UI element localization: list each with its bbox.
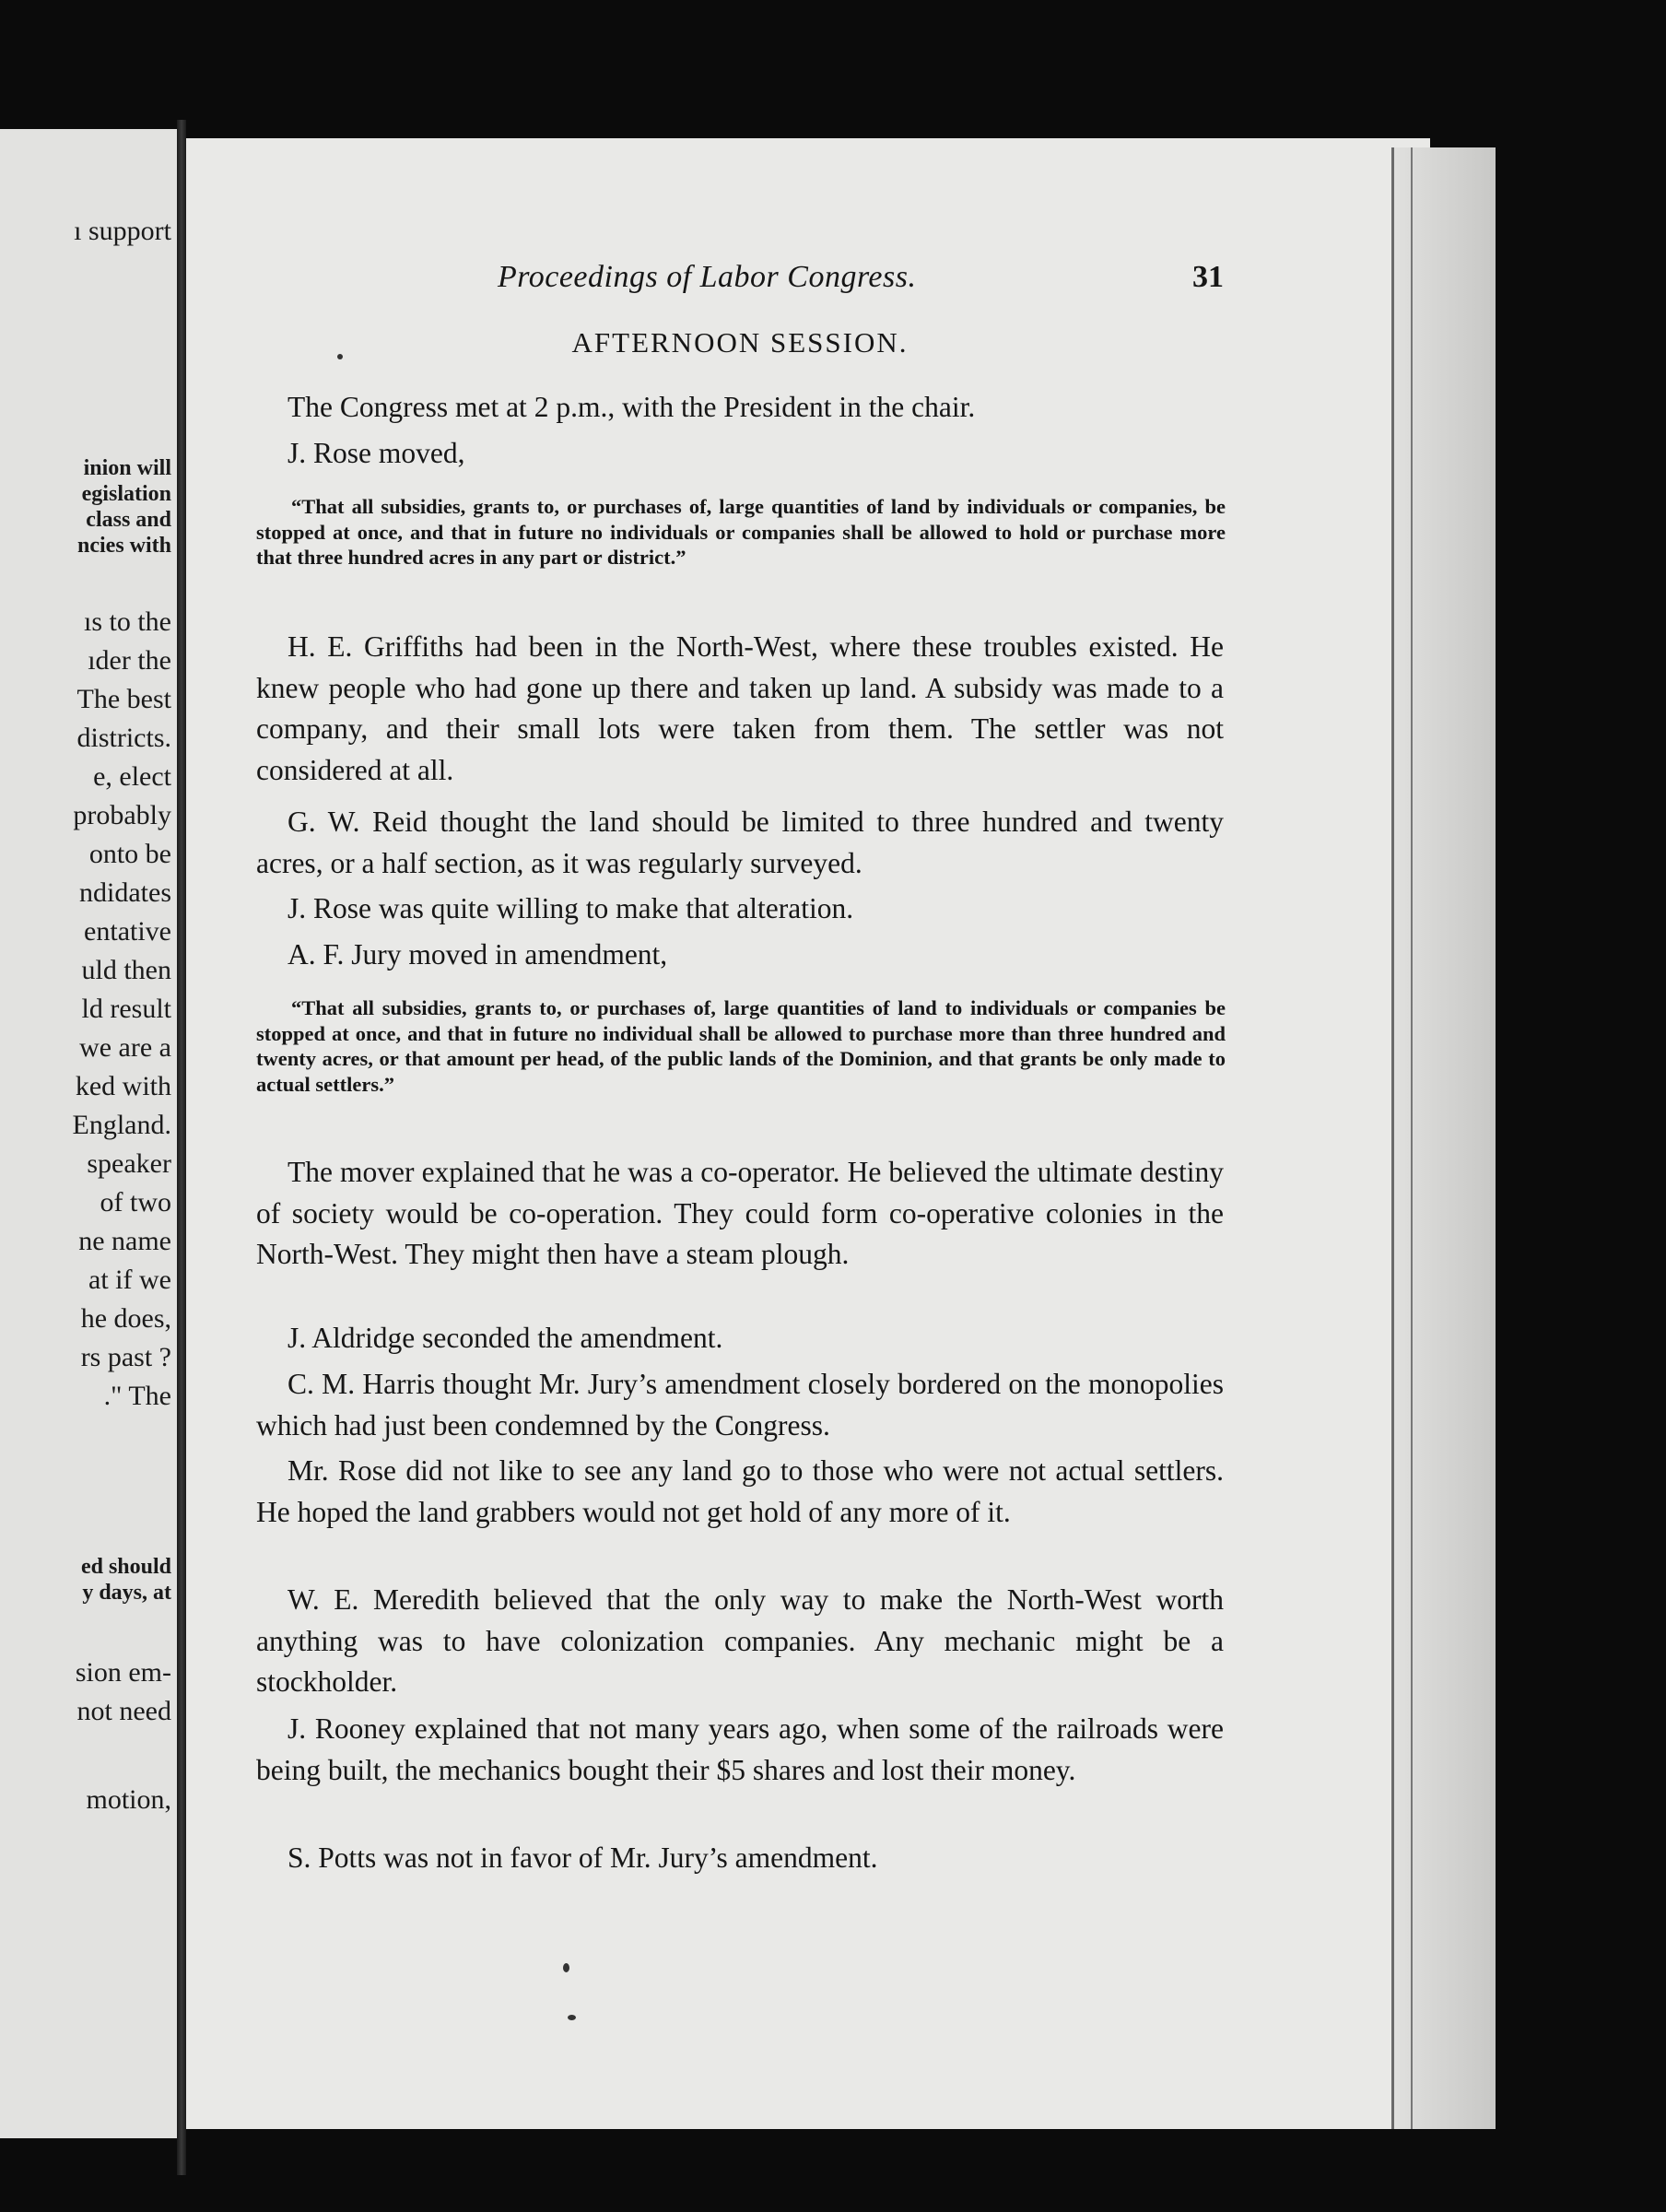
facing-page-line: at if we xyxy=(88,1265,171,1295)
facing-page-line: ld result xyxy=(81,994,171,1024)
facing-page-fragment xyxy=(0,129,177,2138)
page-number: 31 xyxy=(1192,260,1224,294)
section-heading: AFTERNOON SESSION. xyxy=(571,326,909,359)
facing-page-line: egislation xyxy=(81,482,171,506)
paragraph: The mover explained that he was a co-operator. He believed the ultimate destiny of society would be co-operation. They could form co-operative colonies in the North-West. They might then have a steam plough. xyxy=(256,1156,1224,1270)
paragraph: J. Aldridge seconded the amendment. xyxy=(287,1322,723,1354)
facing-page-line: rs past ? xyxy=(80,1342,171,1372)
paragraph: G. W. Reid thought the land should be limited to three hundred and twenty acres, or a half section, as it was regularly surveyed. xyxy=(256,806,1224,879)
facing-page-line: ne name xyxy=(78,1226,171,1256)
facing-page-line: sion em- xyxy=(75,1657,171,1688)
facing-page-line: class and xyxy=(86,508,171,532)
facing-page-line: ed should xyxy=(80,1555,171,1579)
facing-page-line: he does, xyxy=(80,1303,171,1334)
book-gutter xyxy=(177,120,186,2175)
facing-page-line: motion, xyxy=(86,1784,171,1815)
paragraph: W. E. Meredith believed that the only way to make the North-West worth anything was to have colonization companies. Any mechanic might be a stockholder. xyxy=(256,1583,1224,1698)
paragraph: H. E. Griffiths had been in the North-West, where these troubles existed. He knew people who had gone up there and taken up land. A subsidy was made to a company, and their small lots were taken from them. The settler was not considered at all. xyxy=(256,630,1224,786)
facing-page-line: inion will xyxy=(83,456,171,480)
facing-page-line: uld then xyxy=(81,955,171,985)
paragraph: J. Rooney explained that not many years ago, when some of the railroads were being built, the mechanics bought their $5 shares and lost their money. xyxy=(256,1712,1224,1786)
facing-page-line: ı support xyxy=(74,216,171,246)
page-edge-stack xyxy=(1391,147,1496,2129)
facing-page-line: we are a xyxy=(79,1032,171,1063)
facing-page-line: ked with xyxy=(75,1071,171,1101)
facing-page-line: ıs to the xyxy=(84,606,171,637)
facing-page-line: ncies with xyxy=(77,534,171,558)
resolution-quote: “That all subsidies, grants to, or purchases of, large quantities of land by individuals or companies, be stopped at once, and that in future no individuals or companies shall be allowed to hold or purchase more that three hundred acres in any part or district.” xyxy=(256,495,1226,569)
facing-page-line: e, elect xyxy=(93,761,171,792)
facing-page-line: probably xyxy=(73,800,171,830)
ink-spot xyxy=(563,1963,569,1972)
facing-page-line: not need xyxy=(76,1696,171,1726)
facing-page-line: y days, at xyxy=(82,1581,171,1605)
paragraph: The Congress met at 2 p.m., with the President in the chair. xyxy=(287,391,976,423)
paragraph: S. Potts was not in favor of Mr. Jury’s amendment. xyxy=(287,1841,878,1874)
facing-page-line: speaker xyxy=(87,1148,171,1179)
ink-spot xyxy=(568,2015,576,2020)
paragraph: Mr. Rose did not like to see any land go to those who were not actual settlers. He hoped the land grabbers would not get hold of any more of it. xyxy=(256,1454,1224,1528)
facing-page-line: ." The xyxy=(103,1381,171,1411)
facing-page-line: of two xyxy=(100,1187,171,1218)
paragraph: J. Rose was quite willing to make that alteration. xyxy=(287,892,854,924)
resolution-quote: “That all subsidies, grants to, or purchases of, large quantities of land to individuals or companies be stopped at once, and that in future no individual shall be allowed to purchase more than three hundred and twenty acres, or that amount per head, of the public lands of the Dominion, and that grants be only made to actual settlers.” xyxy=(256,996,1226,1096)
facing-page-line: entative xyxy=(84,916,171,947)
ink-spot xyxy=(337,354,343,359)
facing-page-line: ıder the xyxy=(88,645,171,676)
paragraph: J. Rose moved, xyxy=(287,437,465,469)
facing-page-line: onto be xyxy=(88,839,171,869)
facing-page-line: England. xyxy=(72,1110,171,1140)
paragraph: A. F. Jury moved in amendment, xyxy=(287,938,668,971)
facing-page-line: The best xyxy=(76,684,171,714)
facing-page-line: ndidates xyxy=(79,877,171,908)
running-header xyxy=(256,260,1224,297)
facing-page-line: districts. xyxy=(76,723,171,753)
paragraph: C. M. Harris thought Mr. Jury’s amendment closely bordered on the monopolies which had just been condemned by the Congress. xyxy=(256,1368,1224,1441)
running-title: Proceedings of Labor Congress. xyxy=(498,260,917,294)
